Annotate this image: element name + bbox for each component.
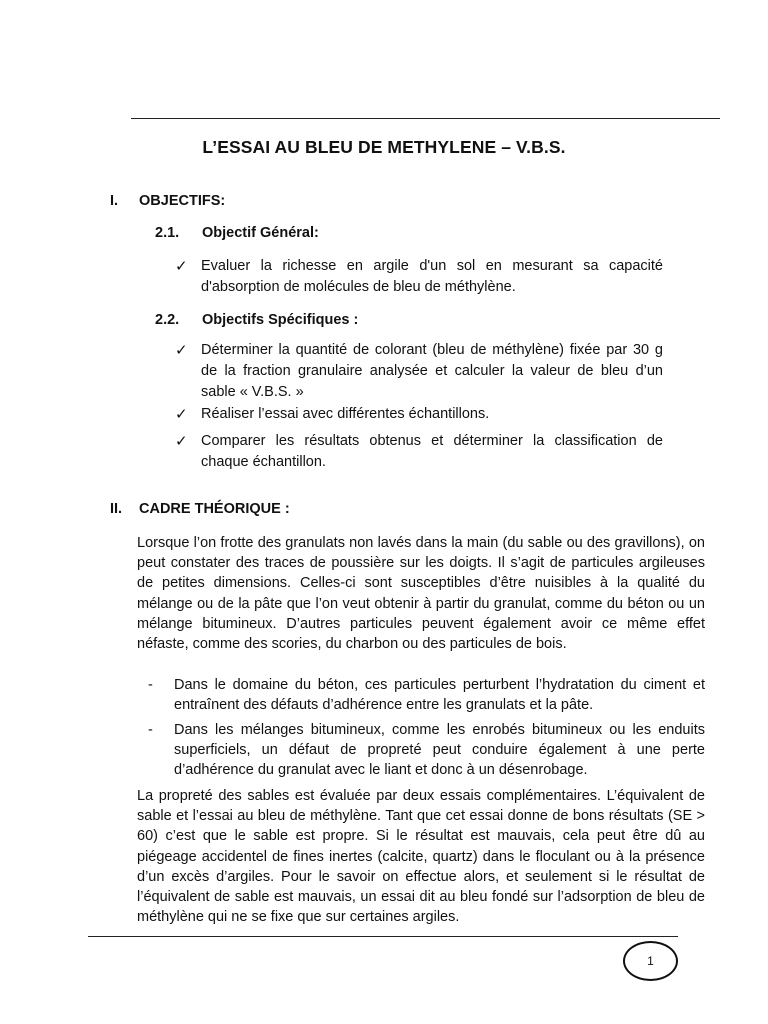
section-title: CADRE THÉORIQUE : <box>139 501 290 517</box>
section-title: OBJECTIFS: <box>139 193 226 209</box>
list-item-text: Dans le domaine du béton, ces particules perturbent l’hydratation du ciment et entraînent des défauts d’adhérence entre les granulats et la pâte. <box>174 677 705 714</box>
list-item <box>175 340 663 403</box>
checkmark-icon: ✓ <box>175 406 188 423</box>
list-item-text: Réaliser l’essai avec différentes échantillons. <box>201 406 490 422</box>
page-number-badge <box>623 941 678 981</box>
section-number: I. <box>110 193 119 209</box>
list-item <box>148 675 705 715</box>
checkmark-icon: ✓ <box>175 258 188 275</box>
list-item <box>175 256 663 298</box>
page-number: 1 <box>647 954 654 968</box>
dash-bullet: - <box>148 677 153 693</box>
paragraph: Lorsque l’on frotte des granulats non lavés dans la main (du sable ou des gravillons), on peut constater des traces de poussière sur les doigts. Il s’agit de particules argileuses de petites dimensions. Celles-ci sont susceptibles d’être nuisibles à la qualité du mélange ou de la pâte que l’on veut obtenir à partir du granulat, comme du béton ou un mélange bitumineux. D’autres particules peuvent également avoir ce même effet néfaste, comme des scories, du charbon ou des particules de bois. <box>137 535 705 653</box>
subsection-title: Objectif Général: <box>202 225 319 241</box>
subsection-number: 2.2. <box>155 312 180 328</box>
subsection-title: Objectifs Spécifiques : <box>202 312 359 328</box>
list-item-text: Comparer les résultats obtenus et déterminer la classification de chaque échantillon. <box>201 433 663 470</box>
list-item-text: Dans les mélanges bitumineux, comme les enrobés bitumineux ou les enduits superficiels, un défaut de propreté peut conduire également à une perte d’adhérence du granulat avec le liant et donc à un désenrobage. <box>174 722 705 779</box>
checkmark-icon: ✓ <box>175 433 188 450</box>
section-number: II. <box>110 501 123 517</box>
list-item <box>148 720 705 781</box>
page-title: L’ESSAI AU BLEU DE METHYLENE – V.B.S. <box>202 137 566 157</box>
checkmark-icon: ✓ <box>175 342 188 359</box>
list-item-text: Déterminer la quantité de colorant (bleu de méthylène) fixée par 30 g de la fraction granulaire analysée et calculer la valeur de bleu d’un sable « V.B.S. » <box>201 342 663 400</box>
list-item <box>175 431 663 473</box>
subsection-number: 2.1. <box>155 225 180 241</box>
header-rule <box>131 118 720 119</box>
list-item <box>175 404 663 425</box>
list-item-text: Evaluer la richesse en argile d'un sol en mesurant sa capacité d'absorption de molécules de bleu de méthylène. <box>201 258 663 295</box>
paragraph: La propreté des sables est évaluée par deux essais complémentaires. L’équivalent de sable et l’essai au bleu de méthylène. Tant que cet essai donne de bons résultats (SE > 60) c’est que le sable est propre. Si le résultat est mauvais, cela peut être dû au piégeage accidentel de fines inertes (calcite, quartz) dans le floculant ou à la présence d’un excès d’argiles. Pour le savoir on effectue alors, et seulement si le résultat de l’équivalent de sable est mauvais, un essai dit au bleu fondé sur l’adsorption de bleu de méthylène qui ne se fixe que sur certaines argiles. <box>137 788 705 926</box>
footer-rule <box>88 936 678 937</box>
dash-bullet: - <box>148 722 153 738</box>
